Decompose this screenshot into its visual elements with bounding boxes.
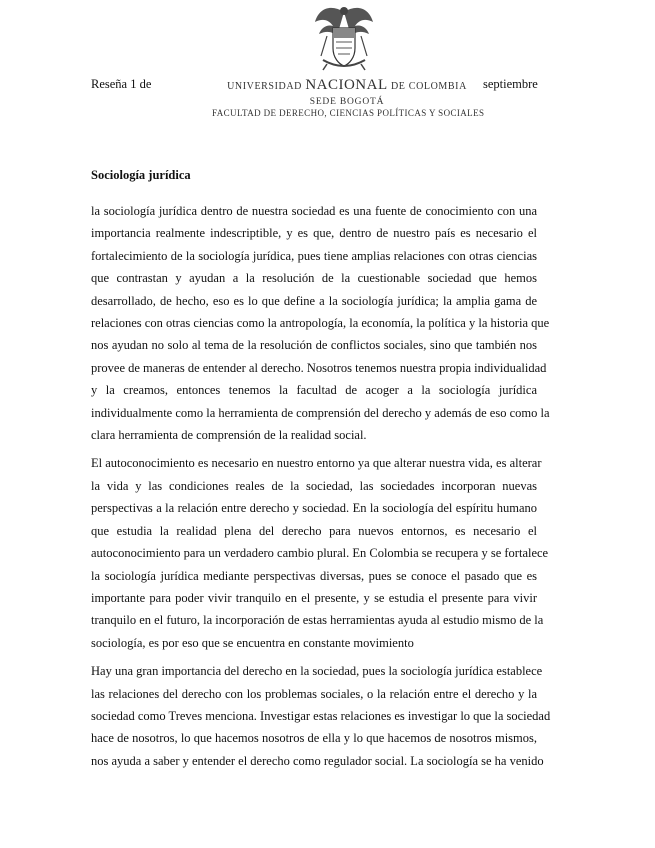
text-line: la sociología jurídica dentro de nuestra sociedad es una fuente de conocimiento con una: [91, 204, 537, 218]
text-line: nos ayudan no solo al tema de la resolución de conflictos sociales, sino que también nos: [91, 338, 537, 353]
text-line: nos ayuda a saber y entender el derecho como regulador social. La sociología se ha venido: [91, 753, 544, 768]
text-line: hace de nosotros, lo que hacemos nosotros de ella y lo que hacemos de nosotros mismos,: [91, 731, 537, 746]
text-line: que contrastan y ayudan a la resolución de la cuestionable sociedad que hemos: [91, 271, 537, 286]
text-line: sociología, es por eso que se encuentra en constante movimiento: [91, 635, 414, 650]
document-body: [91, 200, 551, 778]
university-faculty: FACULTAD DE DERECHO, CIENCIAS POLÍTICAS Y SOCIALES: [212, 108, 485, 118]
text-line: sociedad como Treves menciona. Investigar estas relaciones es investigar lo que la sociedad: [91, 708, 551, 723]
text-line: relaciones con otras ciencias como la antropología, la economía, la política y la historia que: [91, 316, 550, 331]
text-line: fortalecimiento de la sociología jurídica, pues tiene amplias relaciones con otras ciencias: [91, 248, 537, 263]
text-line: individualmente como la herramienta de comprensión del derecho y además de eso como la: [91, 405, 550, 420]
text-line: perspectivas a la relación entre derecho y sociedad. En la sociología del espíritu humano: [91, 501, 537, 516]
university-campus: SEDE BOGOTÁ: [309, 97, 385, 107]
text-line: y la creamos, entonces tenemos la facultad de acoger a la sociología jurídica: [91, 383, 537, 398]
university-letterhead: [212, 77, 485, 118]
text-line: que estudia la realidad plena del derecho para nuevos entornos, es necesario el: [91, 523, 537, 538]
text-line: tranquilo en el futuro, la incorporación de estas herramientas ayuda al estudio mismo de la: [91, 613, 544, 628]
text-line: las relaciones del derecho con los problemas sociales, o la relación entre el derecho y la: [91, 686, 537, 701]
text-line: importante para poder vivir tranquilo en el presente, y se estudia el presente para vivir: [91, 590, 537, 605]
text-line: clara herramienta de comprensión de la realidad social.: [91, 428, 367, 443]
text-line: autoconocimiento para un verdadero cambio plural. En Colombia se recupera y se fortalece: [91, 546, 549, 561]
text-line: El autoconocimiento es necesario en nuestro entorno ya que alterar nuestra vida, es alterar: [91, 456, 542, 471]
university-name: UNIVERSIDAD NACIONAL DE COLOMBIA: [227, 77, 467, 93]
review-month: septiembre: [483, 77, 538, 91]
text-line: la sociología jurídica mediante perspectivas diversas, pues se conoce el pasado que es: [91, 568, 537, 583]
text-line: desarrollado, de hecho, eso es lo que define a la sociología jurídica; la amplia gama de: [91, 293, 537, 308]
paragraph-1: [91, 200, 550, 446]
text-line: la vida y las condiciones reales de la sociedad, las sociedades incorporan nuevas: [91, 478, 537, 493]
text-line: Hay una gran importancia del derecho en la sociedad, pues la sociología jurídica establece: [91, 664, 543, 679]
paragraph-3: [91, 660, 551, 772]
paragraph-2: [91, 452, 549, 654]
document-title: Sociología jurídica: [91, 168, 191, 182]
review-label: Reseña 1 de: [91, 77, 152, 91]
text-line: provee de maneras de entender al derecho. Nosotros tenemos nuestra propia individualidad: [91, 360, 547, 375]
university-crest-logo: [313, 2, 375, 74]
text-line: importancia realmente indescriptible, y es que, dentro de nuestro país es necesario el: [91, 226, 537, 241]
